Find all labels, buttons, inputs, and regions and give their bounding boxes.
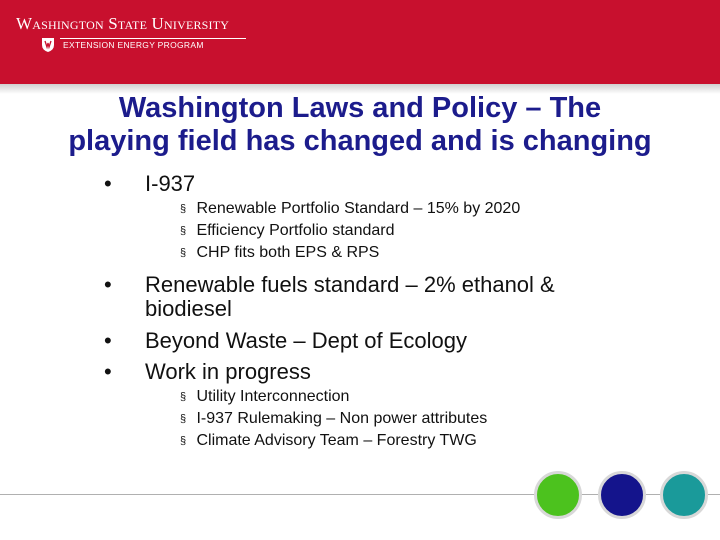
teal-dot [660,471,708,519]
green-dot [534,471,582,519]
sub-bullet-marker: § [180,435,187,447]
bullet-marker: • [104,272,112,297]
sub-bullet-text: Utility Interconnection [196,388,350,405]
sub-bullet-marker: § [180,413,187,425]
sub-bullet-text: Renewable Portfolio Standard – 15% by 2020 [196,200,521,217]
program-name: EXTENSION ENERGY PROGRAM [63,40,204,50]
logo-rule [60,38,246,39]
university-name: Washington State University [16,14,230,33]
sub-bullet-text: Climate Advisory Team – Forestry TWG [196,432,477,449]
sub-bullet-marker: § [180,203,187,215]
slide-title [0,92,720,158]
sub-bullet-marker: § [180,247,187,259]
bullet-marker: • [104,359,112,384]
wsu-logo [16,14,256,54]
wsu-seal-icon [39,35,57,53]
sub-bullet-text: CHP fits both EPS & RPS [196,244,380,261]
bullet-text: Beyond Waste – Dept of Ecology [145,328,468,353]
title-line-1: Washington Laws and Policy – The [118,92,602,124]
bullet-marker: • [104,328,112,353]
sub-bullet-text: I-937 Rulemaking – Non power attributes [196,410,488,427]
navy-dot [598,471,646,519]
sub-bullet-item [180,386,349,408]
sub-bullet-marker: § [180,391,187,403]
sub-bullet-item [180,242,379,264]
sub-bullet-item [180,408,487,430]
sub-bullet-item [180,220,394,242]
sub-bullet-text: Efficiency Portfolio standard [196,222,395,239]
bullet-text: Renewable fuels standard – 2% ethanol & biodiesel [145,272,555,321]
bullet-text: I-937 [145,171,196,196]
title-line-2: playing field has changed and is changing [68,125,652,157]
sub-bullet-item [180,198,520,220]
sub-bullet-item [180,430,477,452]
bullet-marker: • [104,171,112,196]
bullet-text: Work in progress [145,359,311,384]
sub-bullet-marker: § [180,225,187,237]
